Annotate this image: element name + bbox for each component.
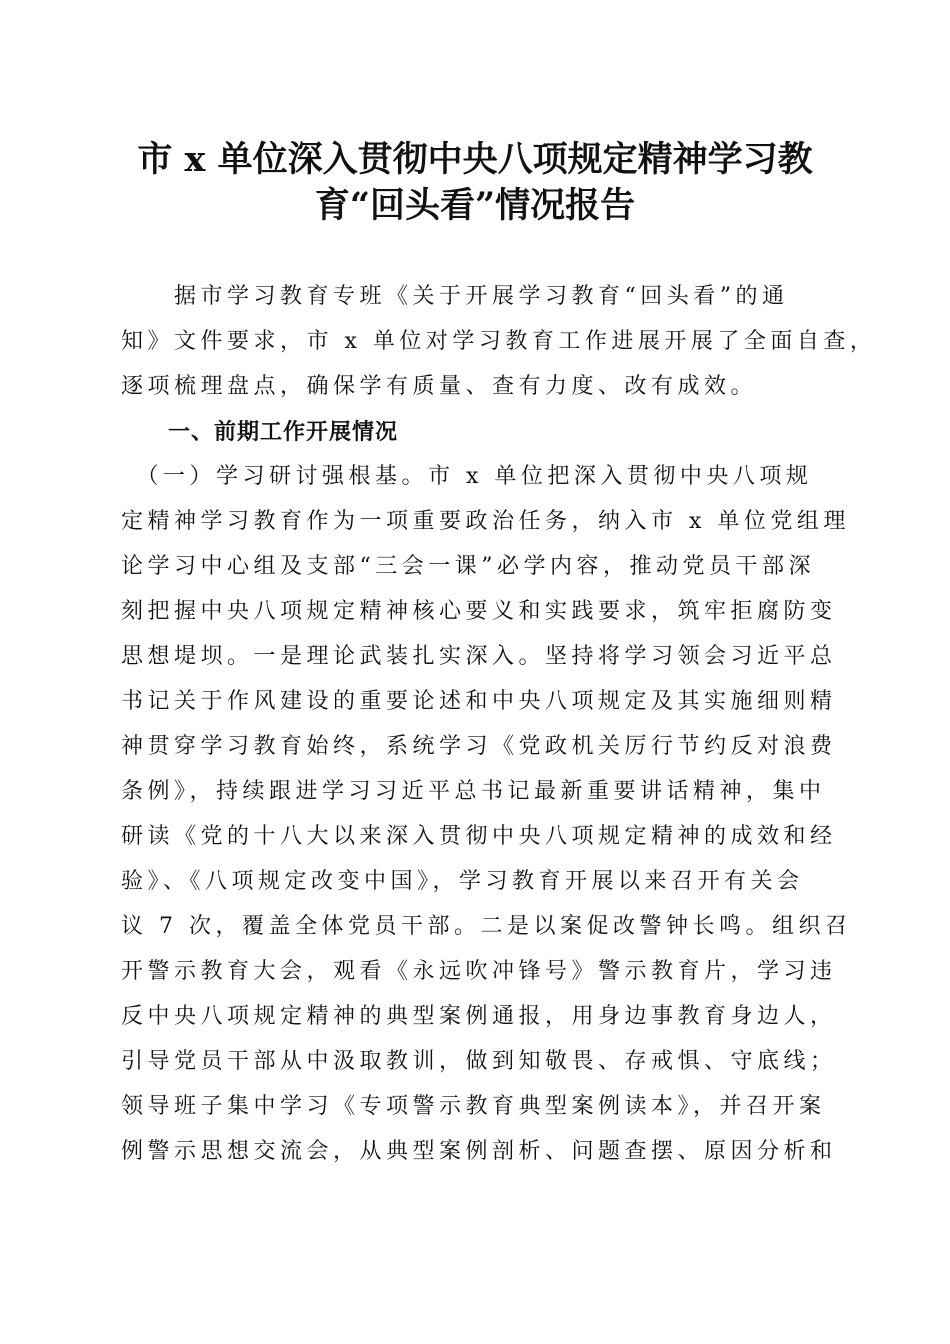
intro-paragraph-line: 据市学习教育专班《关于开展学习教育“回头看”的通 (121, 284, 789, 309)
section-heading: 一、前期工作开展情况 (168, 420, 399, 445)
section-paragraph-line: 引导党员干部从中汲取教训，做到知敬畏、存戒惧、守底线； (121, 1049, 837, 1074)
section-paragraph-line: 定精神学习教育作为一项重要政治任务，纳入市 x 单位党组理 (121, 509, 850, 534)
section-paragraph-line: 领导班子集中学习《专项警示教育典型案例读本》，并召开案 (121, 1094, 826, 1119)
section-paragraph-line: 验》、《八项规定改变中国》，学习教育开展以来召开有关会 (121, 869, 804, 894)
section-paragraph-line: 开警示教育大会，观看《永远吹冲锋号》警示教育片，学习违 (121, 959, 837, 984)
section-paragraph-line: 研读《党的十八大以来深入贯彻中央八项规定精神的成效和经 (121, 824, 837, 849)
section-paragraph-line: 论学习中心组及支部“三会一课”必学内容，推动党员干部深 (121, 554, 815, 579)
section-paragraph-line: 书记关于作风建设的重要论述和中央八项规定及其实施细则精 (121, 689, 837, 714)
section-paragraph-line: 例警示思想交流会，从典型案例剖析、问题查摆、原因分析和 (121, 1139, 837, 1164)
intro-paragraph-line: 逐项梳理盘点，确保学有质量、查有力度、改有成效。 (121, 374, 758, 399)
section-paragraph-line: 议 7 次，覆盖全体党员干部。二是以案促改警钟长鸣。组织召 (121, 914, 852, 939)
intro-paragraph-line: 知》文件要求，市 x 单位对学习教育工作进展开展了全面自查， (121, 329, 877, 354)
document-title-line-1: 市 x 单位深入贯彻中央八项规定精神学习教 (137, 139, 813, 180)
section-paragraph-line: （一）学习研讨强根基。市 x 单位把深入贯彻中央八项规 (121, 464, 813, 489)
section-paragraph-line: 条例》，持续跟进学习习近平总书记最新重要讲话精神，集中 (121, 779, 826, 804)
document-title-line-2: 育“回头看”情况报告 (314, 185, 636, 226)
section-paragraph-line: 反中央八项规定精神的典型案例通报，用身边事教育身边人， (121, 1004, 837, 1029)
section-paragraph-line: 神贯穿学习教育始终，系统学习《党政机关厉行节约反对浪费 (121, 734, 837, 759)
section-paragraph-line: 刻把握中央八项规定精神核心要义和实践要求，筑牢拒腐防变 (121, 599, 837, 624)
section-paragraph-line: 思想堤坝。一是理论武装扎实深入。坚持将学习领会习近平总 (121, 644, 837, 669)
